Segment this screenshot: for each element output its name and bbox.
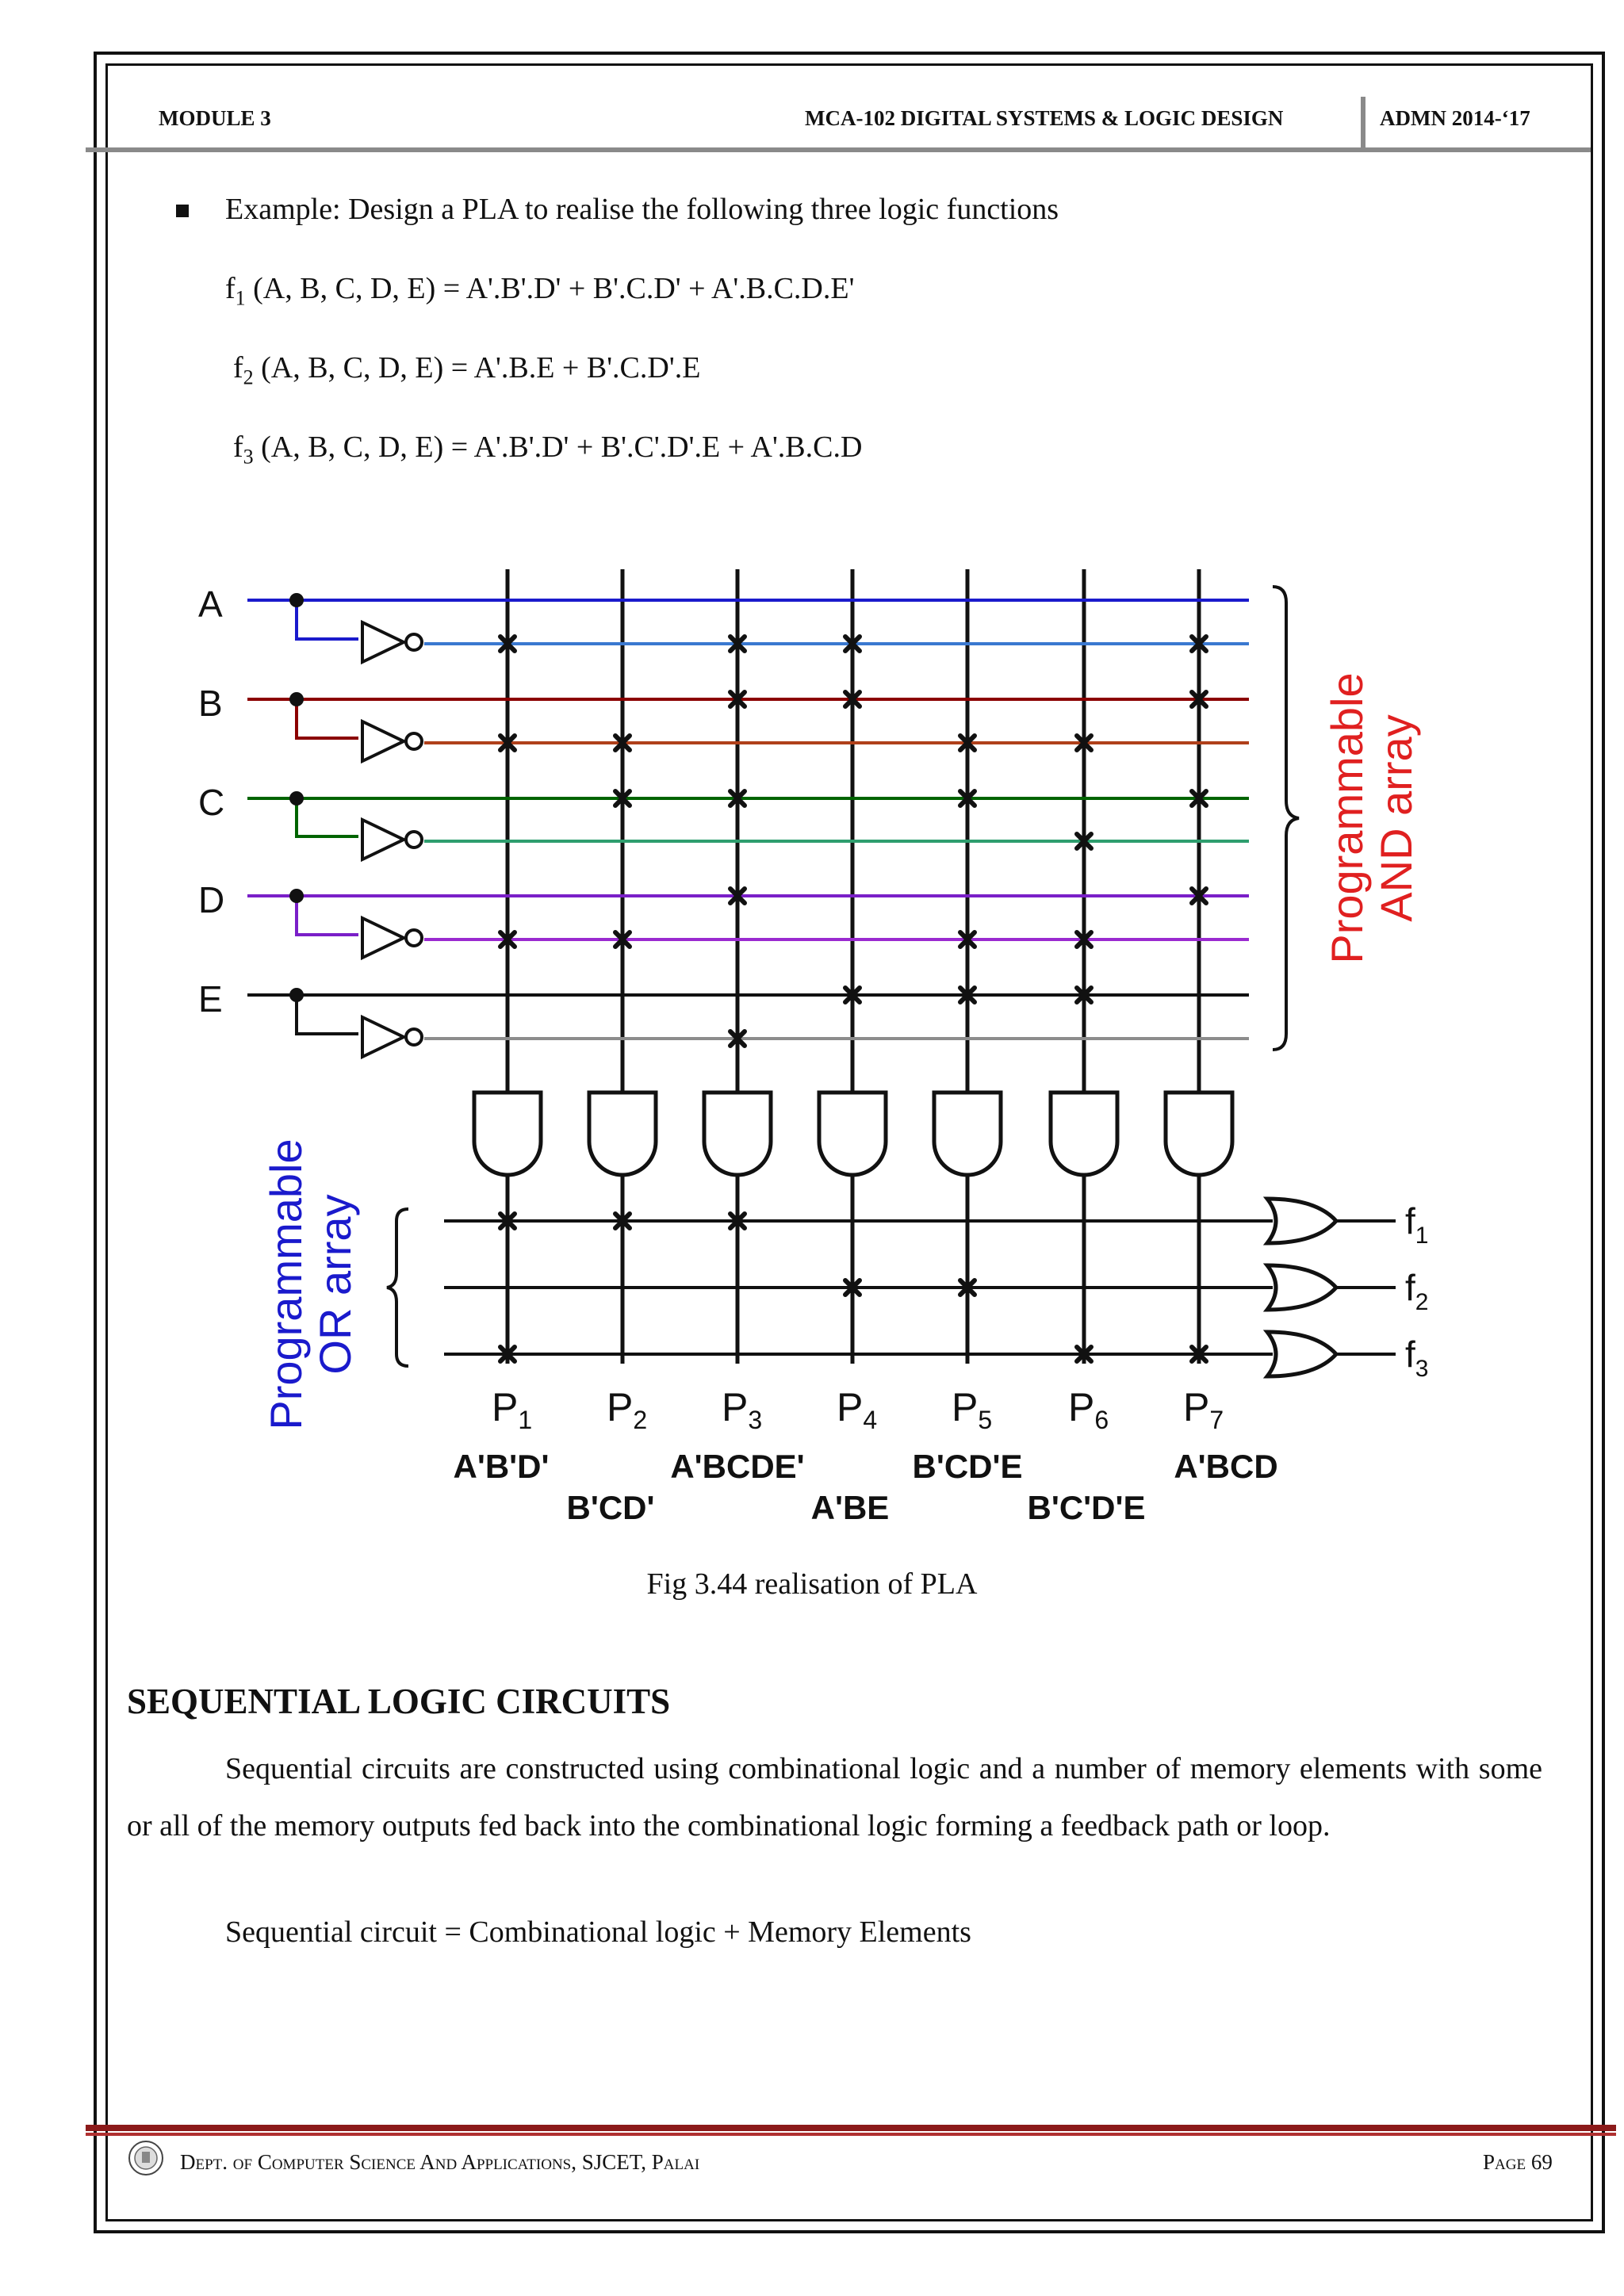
- product-term-p7: A'BCD: [1174, 1448, 1278, 1485]
- footer-department: Dept. of Computer Science And Applications, SJCET, Palai: [180, 2150, 700, 2174]
- inverter-A: [362, 622, 422, 662]
- product-term-p4: A'BE: [810, 1489, 890, 1526]
- product-label-p6: $P_6$: [1068, 1385, 1109, 1434]
- or-gates: [1267, 1199, 1336, 1376]
- junction-dots: [289, 593, 304, 1002]
- and-gate-p2: [589, 1093, 656, 1175]
- output-label-f1: $f_1$: [1405, 1200, 1429, 1249]
- svg-text:Programmable: Programmable: [1322, 672, 1372, 964]
- input-label-E: E: [198, 978, 223, 1020]
- output-label-f3: $f_3$: [1405, 1334, 1429, 1382]
- inverter-C: [362, 820, 422, 859]
- and-gate-p6: [1051, 1093, 1117, 1175]
- product-label-p5: $P_5$: [952, 1385, 993, 1434]
- function-f3: $f_3$ (A, B, C, D, E) = A'.B'.D' + B'.C'.D'.E + A'.B.C.D: [233, 430, 863, 469]
- input-rails: [247, 600, 1249, 1039]
- header-batch: ADMN 2014-‘17: [1380, 106, 1530, 130]
- product-labels: [492, 1385, 1224, 1434]
- svg-text:OR array: OR array: [310, 1194, 360, 1375]
- product-label-p1: $P_1$: [492, 1385, 533, 1434]
- example-intro: Example: Design a PLA to realise the following three logic functions: [225, 193, 1059, 226]
- product-columns: [508, 569, 1199, 1094]
- and-gate-p5: [934, 1093, 1001, 1175]
- product-terms: [454, 1448, 1278, 1526]
- and-gate-p3: [704, 1093, 771, 1175]
- input-labels: [198, 584, 224, 1020]
- product-term-p3: A'BCDE': [670, 1448, 805, 1485]
- product-label-p3: $P_3$: [722, 1385, 763, 1434]
- output-label-f2: $f_2$: [1405, 1267, 1429, 1315]
- inverter-E: [362, 1017, 422, 1057]
- function-f2: $f_2$ (A, B, C, D, E) = A'.B.E + B'.C.D'.E: [233, 351, 701, 389]
- product-term-p5: B'CD'E: [912, 1448, 1023, 1485]
- product-term-p6: B'C'D'E: [1027, 1489, 1146, 1526]
- input-label-A: A: [198, 584, 223, 625]
- or-gate-f1: [1267, 1199, 1336, 1243]
- and-gate-p4: [819, 1093, 886, 1175]
- function-f1: $f_1$ (A, B, C, D, E) = A'.B'.D' + B'.C.D' + A'.B.C.D.E': [225, 272, 855, 310]
- figure-caption: Fig 3.44 realisation of PLA: [646, 1567, 978, 1601]
- inverter-B: [362, 721, 422, 761]
- product-term-p1: A'B'D': [453, 1448, 550, 1485]
- product-outputs: [508, 1175, 1199, 1364]
- or-gate-f2: [1267, 1265, 1336, 1310]
- or-array-label: [261, 1138, 360, 1429]
- and-gates: [474, 1093, 1232, 1175]
- section-equation: Sequential circuit = Combinational logic + Memory Elements: [225, 1915, 971, 1949]
- svg-text:AND array: AND array: [1371, 714, 1421, 922]
- output-labels: [1405, 1200, 1428, 1382]
- section-paragraph: Sequential circuits are constructed using combinational logic and a number of memory elements with some or all of the memory outputs fed back into the combinational logic forming a feedback path or loop.: [127, 1752, 1542, 1843]
- svg-text:Programmable: Programmable: [261, 1138, 311, 1430]
- and-gate-p1: [474, 1093, 541, 1175]
- inverters: [362, 622, 422, 1057]
- input-label-C: C: [198, 782, 225, 823]
- inverter-D: [362, 918, 422, 958]
- and-array-brace: [1273, 587, 1299, 1050]
- product-label-p7: $P_7$: [1183, 1385, 1224, 1434]
- footer-rule: [86, 2125, 1616, 2131]
- and-array-label: [1322, 672, 1421, 963]
- footer-rule-secondary: [86, 2133, 1616, 2136]
- header-module: MODULE 3: [159, 106, 271, 130]
- college-logo-icon: [127, 2139, 165, 2177]
- product-label-p4: $P_4$: [837, 1385, 878, 1434]
- product-term-p2: B'CD': [566, 1489, 655, 1526]
- input-label-B: B: [198, 683, 223, 724]
- or-array-brace: [387, 1209, 408, 1366]
- section-heading: SEQUENTIAL LOGIC CIRCUITS: [127, 1682, 671, 1721]
- or-gate-f3: [1267, 1332, 1336, 1376]
- input-label-D: D: [198, 879, 225, 920]
- product-label-p2: $P_2$: [607, 1385, 648, 1434]
- footer-page-number: Page 69: [1483, 2150, 1553, 2174]
- and-gate-p7: [1166, 1093, 1232, 1175]
- header-course: MCA-102 DIGITAL SYSTEMS & LOGIC DESIGN: [805, 106, 1284, 130]
- or-array-rows: [444, 1221, 1273, 1354]
